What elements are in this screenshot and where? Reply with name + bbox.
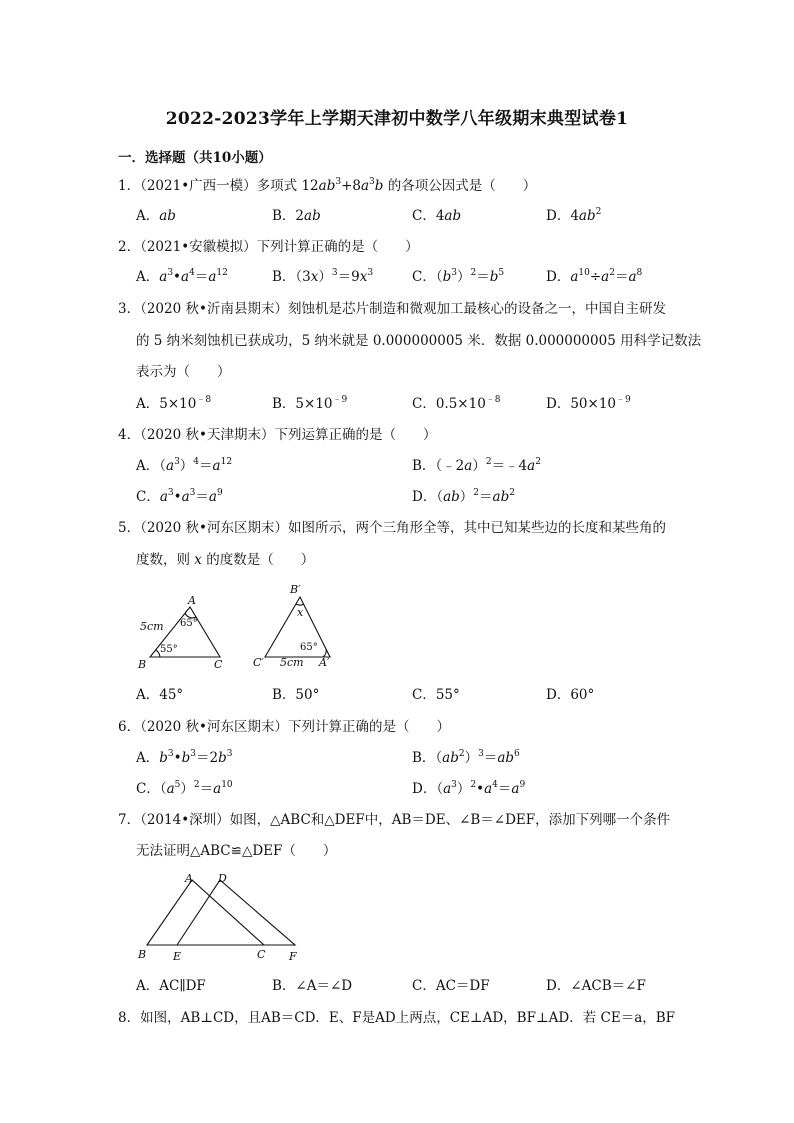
q1-option-c[interactable]: C．4ab [412, 208, 462, 224]
q1-option-a[interactable]: A．ab [136, 208, 176, 224]
side-length-ab: 5cm [140, 620, 164, 633]
label-c-prime: C′ [253, 656, 264, 669]
q3-option-b[interactable]: B．$5\times 10^{﹣9}$ [272, 395, 348, 412]
label-f: F [289, 950, 297, 963]
q7-line-1: 7．（2014•深圳）如图，△ABC和△DEF中，AB＝DE、∠B＝∠DEF，添加下列哪一个条件 [118, 812, 671, 828]
q4-option-c[interactable]: C．$a^3•a^3=a^9$ [136, 488, 223, 505]
side-length-c2a2: 5cm [280, 656, 304, 669]
q4-option-b[interactable]: B．$(﹣2a)^2=﹣4a^2$ [412, 457, 541, 474]
q3-option-c[interactable]: C．$0.5\times 10^{﹣8}$ [412, 395, 501, 412]
q3-line-2: 的 5 纳米刻蚀机已获成功，5 纳米就是 0.000000005 米．数据 0.000000005 用科学记数法 [136, 333, 702, 349]
q7-line-2: 无法证明△ABC≌△DEF（ ） [136, 843, 337, 859]
q2-stem: 2．（2021•安徽模拟）下列计算正确的是（ ） [118, 239, 419, 255]
label-b-prime: B′ [290, 583, 301, 596]
q7-option-a[interactable]: A．AC∥DF [136, 978, 206, 994]
q6-option-a[interactable]: A．$b^3•b^3=2b^3$ [136, 749, 233, 766]
angle-x-label: x [297, 606, 304, 619]
label-c: C [257, 948, 266, 961]
q3-line-3: 表示为（ ） [136, 364, 231, 380]
q3-option-a[interactable]: A．$5\times 10^{﹣8}$ [136, 395, 212, 412]
q6-option-c[interactable]: C．$(a^5)^2=a^{10}$ [136, 780, 233, 797]
q1-stem: 1．（2021•广西一模）多项式 $12ab^3+8a^3b$ 的各项公因式是（ ） [118, 177, 537, 194]
label-d: D [218, 872, 227, 885]
q5-option-b[interactable]: B．50° [272, 687, 320, 703]
q7-option-c[interactable]: C．AC＝DF [412, 978, 490, 994]
q7-option-d[interactable]: D．∠ACB＝∠F [546, 978, 646, 994]
label-b: B [138, 658, 147, 671]
q8-line-1: 8．如图，AB⊥CD，且AB＝CD．E、F是AD上两点，CE⊥AD，BF⊥AD．若 CE＝a，BF [118, 1010, 676, 1026]
q1-option-d[interactable]: D．$4ab^2$ [546, 207, 602, 224]
label-a: A [188, 594, 196, 607]
q2-option-a[interactable]: A．$a^3•a^4=a^{12}$ [136, 268, 228, 285]
q4-option-a[interactable]: A．$(a^3)^4=a^{12}$ [136, 457, 233, 474]
label-b: B [138, 948, 147, 961]
q5-line-1: 5．（2020 秋•河东区期末）如图所示，两个三角形全等，其中已知某些边的长度和某些角的 [118, 520, 666, 536]
section-heading: 一．选择题（共10小题） [118, 150, 272, 166]
q1-option-b[interactable]: B．2ab [272, 208, 321, 224]
angle-x-arc [296, 604, 304, 605]
q7-figure [132, 870, 312, 965]
angle-b-value: 55° [160, 644, 178, 655]
q6-stem: 6．（2020 秋•河东区期末）下列计算正确的是（ ） [118, 719, 450, 735]
q3-line-1: 3．（2020 秋•沂南县期末）刻蚀机是芯片制造和微观加工最核心的设备之一，中国自主研发 [118, 301, 666, 317]
q2-option-d[interactable]: D．$a^{10}\div a^2=a^8$ [546, 268, 643, 285]
q4-stem: 4．（2020 秋•天津期末）下列运算正确的是（ ） [118, 427, 437, 443]
q5-figure [130, 582, 370, 672]
q3-option-d[interactable]: D．$50\times 10^{﹣9}$ [546, 395, 631, 412]
label-a-prime: A′ [319, 656, 330, 669]
exam-title: 2022-2023学年上学期天津初中数学八年级期末典型试卷1 [165, 109, 629, 129]
label-a: A [185, 872, 193, 885]
q5-line-2: 度数，则 x 的度数是（ ） [136, 552, 315, 568]
label-c: C [214, 658, 223, 671]
q5-option-d[interactable]: D．60° [546, 687, 595, 703]
angle-a2-value: 65° [300, 642, 318, 653]
q2-option-c[interactable]: C．$(b^3)^2=b^5$ [412, 268, 505, 285]
q2-option-b[interactable]: B．$(3x)^3=9x^3$ [272, 268, 374, 285]
q6-option-b[interactable]: B．$(ab^2)^3=ab^6$ [412, 749, 520, 766]
triangle-abc [147, 880, 264, 945]
triangle-def [177, 880, 295, 945]
q6-option-d[interactable]: D．$(a^3)^2•a^4=a^9$ [412, 780, 526, 797]
q4-option-d[interactable]: D．$(ab)^2=ab^2$ [412, 488, 515, 505]
label-e: E [173, 950, 182, 963]
q7-option-b[interactable]: B．∠A＝∠D [272, 978, 353, 994]
q5-option-c[interactable]: C．55° [412, 687, 460, 703]
q5-option-a[interactable]: A．45° [136, 687, 184, 703]
angle-a-value: 65° [180, 618, 198, 629]
